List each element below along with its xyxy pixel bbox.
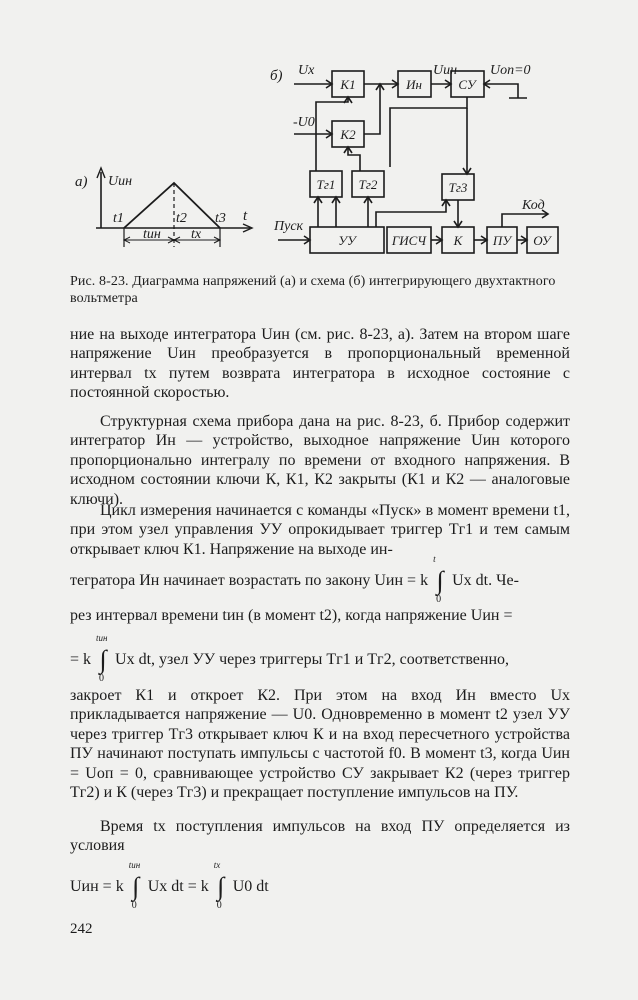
integral-line-1: [70, 554, 519, 605]
formula-integral-2: tx ∫ 0: [213, 860, 225, 911]
voltage-triangle: [124, 183, 220, 228]
wire-k2-integrator: [364, 84, 380, 134]
label-counter: ПУ: [492, 233, 512, 248]
paragraph-3-end: закроет К1 и откроет К2. При этом на вход Ин вместо Ux прикладывается напряжение — U0. Одновременно в момент t2 узел УУ через триггер Тг3 открывает ключ К и на вход пересчетного устройства ПУ начинают поступать импульсы с частотой f0. В момент t3, когда Uин = Uоп = 0, сравнивающее устройство СУ закрывает К2 (через триггер Тг2) и К (через Тг3) и прекращает поступление импульсов на ПУ.: [70, 687, 570, 802]
label-code: Код: [522, 198, 545, 213]
label-uon: Uоп=0: [490, 63, 531, 78]
panel-b-block-diagram: [270, 63, 558, 253]
axis-label-uin: Uин: [108, 174, 133, 189]
label-tg1: Тг1: [316, 177, 336, 192]
label-display: ОУ: [533, 233, 551, 248]
formula-integral-1: tин ∫ 0: [128, 860, 141, 911]
wire-code-output: [502, 214, 548, 227]
label-t-x: tx: [191, 227, 202, 242]
integral-line-2: [70, 633, 510, 684]
integral-sign-2: tин ∫ 0: [96, 633, 108, 684]
integral-1-upper-limit: t: [433, 554, 436, 564]
paragraph-4: Время tx поступления импульсов на вход ПУ определяется из условия: [70, 818, 570, 855]
label-pulse-generator: ГИСЧ: [391, 233, 427, 248]
integral-line-2-suffix: Ux dt, узел УУ через триггеры Тг1 и Тг2, соответственно,: [115, 651, 510, 668]
label-t3: t3: [215, 211, 226, 226]
formula-suffix: U0 dt: [232, 878, 269, 895]
label-tg3: Тг3: [448, 180, 468, 195]
wire-comparator-tg2: [390, 97, 467, 167]
panel-a-voltage-diagram: [75, 168, 252, 247]
integral-2-lower-limit: 0: [99, 673, 105, 684]
panel-b-label: б): [270, 68, 283, 84]
page-number: 242: [70, 921, 93, 937]
integral-sign-1: t ∫ 0: [433, 554, 444, 605]
label-start: Пуск: [274, 219, 304, 234]
wire-control-tg3: [376, 200, 446, 227]
label-comparator: СУ: [458, 77, 476, 92]
label-t2: t2: [176, 211, 187, 226]
formula-integral-1-upper: tин: [128, 860, 141, 870]
paragraph-1: ние на выходе интегратора Uин (см. рис. 8-23, а). Затем на втором шаге напряжение Uин преобразуется в пропорциональный временной интервал tx путем возврата интегратора в исходное состояние с постоянной скоростью.: [70, 326, 570, 402]
label-uin-wire: Uин: [433, 63, 458, 78]
label-control-unit: УУ: [338, 233, 356, 248]
integral-line-2-prefix: = k: [70, 651, 92, 668]
integral-line-1-suffix: Ux dt. Че-: [452, 572, 519, 589]
label-t-int: tин: [143, 227, 161, 242]
label-integrator: Ин: [406, 77, 422, 92]
label-key: К: [453, 233, 463, 248]
integral-2-upper-limit: tин: [96, 633, 108, 643]
label-ux: Ux: [298, 63, 315, 78]
label-tg2: Тг2: [358, 177, 378, 192]
label-t1: t1: [113, 211, 124, 226]
panel-a-label: а): [75, 174, 88, 190]
formula-integral-2-lower: 0: [216, 900, 222, 911]
formula-prefix: Uин = k: [70, 878, 124, 895]
label-k2: K2: [340, 127, 356, 142]
figure-caption: Рис. 8-23. Диаграмма напряжений (а) и схема (б) интегрирующего двухтактного вольтметра: [70, 274, 556, 306]
paragraph-2: Структурная схема прибора дана на рис. 8-23, б. Прибор содержит интегратор Ин — устройство, выходное напряжение Uин которого пропорционально интегралу по времени от входного напряжения. В исходном состоянии ключи К, К1, К2 закрыты (К1 и К2 — аналоговые ключи).: [70, 413, 570, 508]
paragraph-3: Цикл измерения начинается с команды «Пуск» в момент времени t1, при этом узел управления УУ опрокидывает триггер Тг1 и тем самым открывает ключ К1. Напряжение на выходе ин-: [70, 502, 570, 558]
integral-line-1-prefix: тегратора Ин начинает возрастать по закону Uин = k: [70, 572, 429, 589]
wire-reference-ground: [484, 84, 518, 98]
integral-1-lower-limit: 0: [436, 594, 442, 605]
label-k1: K1: [340, 77, 356, 92]
formula-integral-1-lower: 0: [131, 900, 137, 911]
figure-8-23: [0, 0, 638, 275]
formula-integral-2-upper: tx: [213, 860, 221, 870]
paragraph-3-continued: рез интервал времени tин (в момент t2), когда напряжение Uин =: [70, 607, 513, 624]
label-minus-u0: -U0: [293, 115, 315, 130]
time-condition-formula: [70, 860, 269, 911]
formula-middle: Ux dt = k: [147, 878, 209, 895]
axis-label-t: t: [243, 208, 248, 224]
